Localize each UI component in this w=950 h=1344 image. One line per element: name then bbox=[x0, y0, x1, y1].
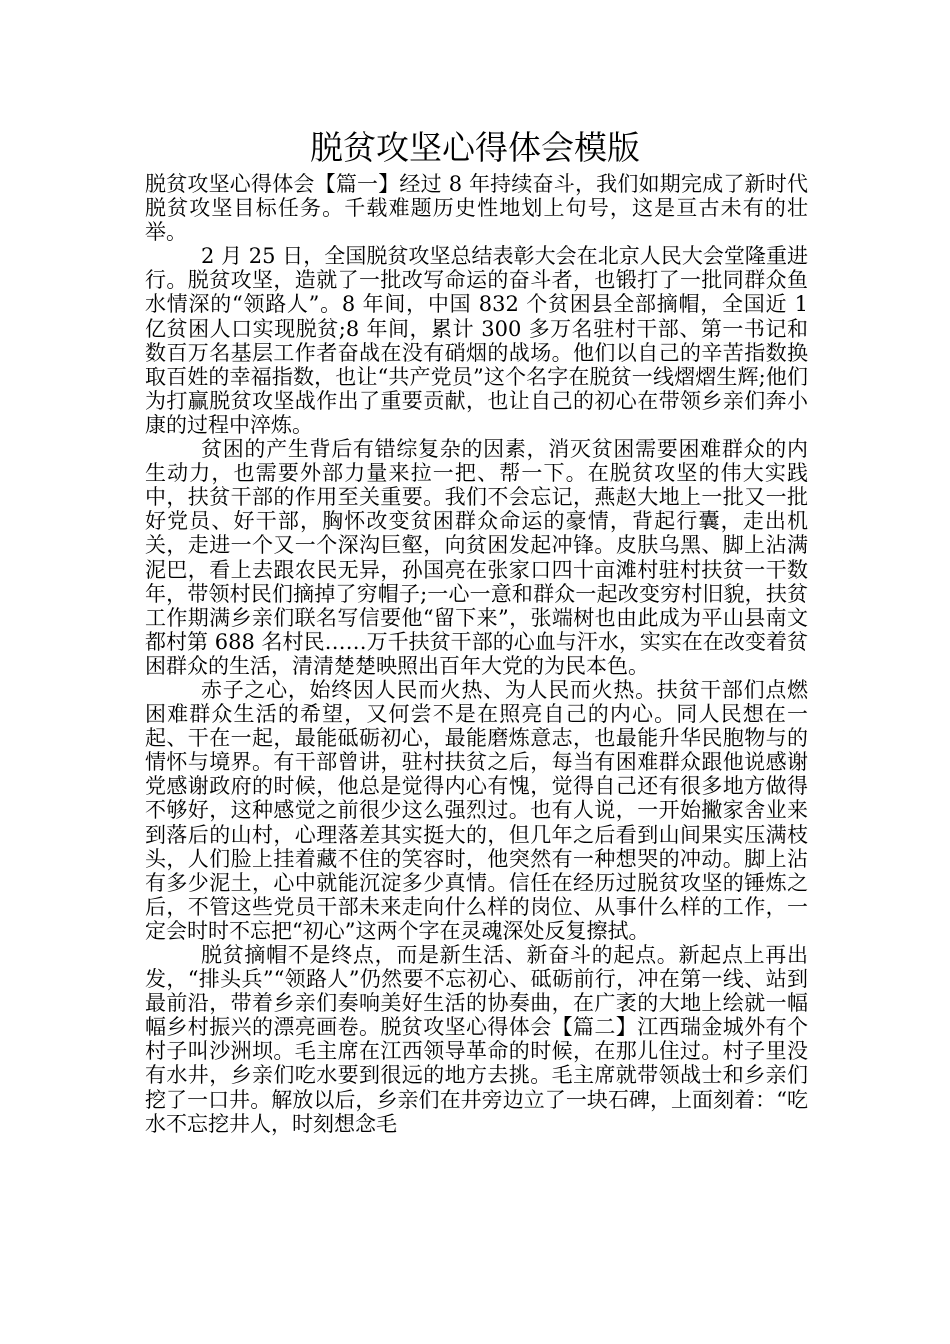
paragraph-2: 2 月 25 日，全国脱贫攻坚总结表彰大会在北京人民大会堂隆重进行。脱贫攻坚，造就了一批改写命运的奋斗者，也锻打了一批同群众鱼水情深的“领路人”。8 年间，中国 832 个贫困县全部摘帽，全国近 1 亿贫困人口实现脱贫;8 年间，累计 300 多万名驻村干部、第一书记和数百万名基层工作者奋战在没有硝烟的战场。他们以自己的辛苦指数换取百姓的幸福指数，也让“共产党员”这个名字在脱贫一线熠熠生辉;他们为打赢脱贫攻坚战作出了重要贡献，也让自己的初心在带领乡亲们奔小康的过程中淬炼。 bbox=[145, 244, 808, 437]
paragraph-5: 脱贫摘帽不是终点，而是新生活、新奋斗的起点。新起点上再出发，“排头兵”“领路人”仍然要不忘初心、砥砺前行，冲在第一线、站到最前沿，带着乡亲们奏响美好生活的协奏曲，在广袤的大地上绘就一幅幅乡村振兴的漂亮画卷。脱贫攻坚心得体会【篇二】江西瑞金城外有个村子叫沙洲坝。毛主席在江西领导革命的时候，在那儿住过。村子里没有水井，乡亲们吃水要到很远的地方去挑。毛主席就带领战士和乡亲们挖了一口井。解放以后，乡亲们在井旁边立了一块石碑，上面刻着：“吃水不忘挖井人，时刻想念毛 bbox=[145, 943, 808, 1136]
paragraph-3: 贫困的产生背后有错综复杂的因素，消灭贫困需要困难群众的内生动力，也需要外部力量来拉一把、帮一下。在脱贫攻坚的伟大实践中，扶贫干部的作用至关重要。我们不会忘记，燕赵大地上一批又一批好党员、好干部，胸怀改变贫困群众命运的豪情，背起行囊，走出机关，走进一个又一个深沟巨壑，向贫困发起冲锋。皮肤乌黑、脚上沾满泥巴，看上去跟农民无异，孙国亮在张家口四十亩滩村驻村扶贫一干数年，带领村民们摘掉了穷帽子;一心一意和群众一起改变穷村旧貌，扶贫工作期满乡亲们联名写信要他“留下来”，张端树也由此成为平山县南文都村第 688 名村民……万千扶贫干部的心血与汗水，实实在在改变着贫困群众的生活，清清楚楚映照出百年大党的为民本色。 bbox=[145, 437, 808, 678]
paragraph-1: 脱贫攻坚心得体会【篇一】经过 8 年持续奋斗，我们如期完成了新时代脱贫攻坚目标任务。千载难题历史性地划上句号，这是亘古未有的壮举。 bbox=[145, 172, 808, 245]
paragraph-4: 赤子之心，始终因人民而火热、为人民而火热。扶贫干部们点燃困难群众生活的希望，又何尝不是在照亮自己的内心。同人民想在一起、干在一起，最能砥砺初心，最能磨炼意志，也最能升华民胞物与的情怀与境界。有干部曾讲，驻村扶贫之后，每当有困难群众跟他说感谢党感谢政府的时候，他总是觉得内心有愧，觉得自己还有很多地方做得不够好，这种感觉之前很少这么强烈过。也有人说，一开始撇家舍业来到落后的山村，心理落差其实挺大的，但几年之后看到山间果实压满枝头，人们脸上挂着藏不住的笑容时，他突然有一种想哭的冲动。脚上沾有多少泥土，心中就能沉淀多少真情。信任在经历过脱贫攻坚的锤炼之后，不管这些党员干部未来走向什么样的岗位、从事什么样的工作，一定会时时不忘把“初心”这两个字在灵魂深处反复擦拭。 bbox=[145, 677, 808, 943]
document-body bbox=[145, 172, 808, 1136]
document-title: 脱贫攻坚心得体会模版 bbox=[310, 128, 640, 167]
